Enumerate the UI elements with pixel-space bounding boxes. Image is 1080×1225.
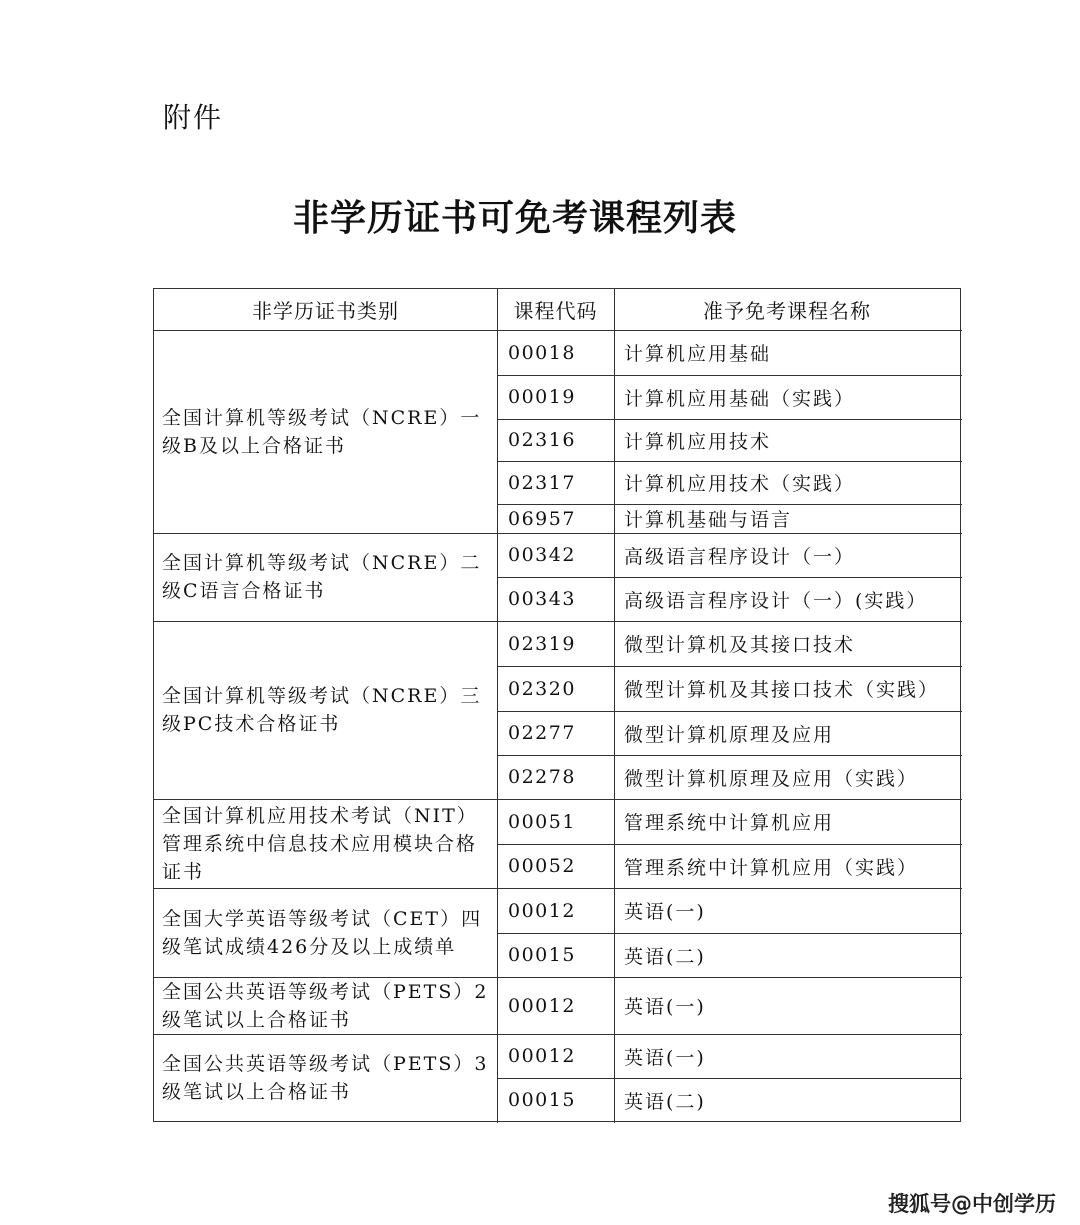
- course-code: 00019: [508, 386, 576, 408]
- course-name: 微型计算机及其接口技术（实践）: [624, 679, 940, 701]
- course-code: 00342: [508, 544, 576, 566]
- course-name: 计算机基础与语言: [624, 509, 793, 531]
- course-code: 00015: [508, 1089, 576, 1111]
- course-code: 00018: [508, 341, 576, 364]
- course-code: 02277: [508, 722, 576, 744]
- course-code: 02317: [508, 471, 576, 494]
- certificate-category: 全国公共英语等级考试（PETS）2级笔试以上合格证书: [162, 980, 489, 1031]
- page-title: 非学历证书可免考课程列表: [292, 197, 737, 239]
- course-name: 英语(一): [624, 1046, 706, 1069]
- certificate-category: 全国计算机等级考试（NCRE）三级PC技术合格证书: [162, 685, 482, 735]
- course-code: 00015: [508, 944, 576, 966]
- course-code: 02319: [508, 632, 576, 655]
- course-code: 06957: [508, 507, 576, 530]
- course-code: 00012: [508, 994, 576, 1017]
- course-name: 计算机应用技术（实践）: [624, 473, 856, 495]
- course-name: 英语(一): [624, 901, 706, 923]
- course-code: 00012: [508, 1045, 576, 1067]
- course-name: 计算机应用基础: [624, 343, 772, 365]
- watermark: 搜狐号@中创学历: [888, 1192, 1056, 1216]
- course-name: 管理系统中计算机应用: [624, 812, 835, 834]
- certificate-category: 全国计算机等级考试（NCRE）二级C语言合格证书: [162, 552, 482, 602]
- course-code: 00012: [508, 899, 576, 922]
- course-code: 00052: [508, 855, 576, 877]
- column-header: 课程代码: [513, 299, 598, 323]
- course-code: 02278: [508, 766, 576, 788]
- course-name: 英语(一): [624, 996, 706, 1018]
- course-code: 00051: [508, 810, 576, 833]
- course-name: 计算机应用技术: [624, 430, 772, 453]
- attachment-label: 附件: [163, 101, 224, 134]
- course-name: 微型计算机原理及应用: [624, 723, 835, 746]
- course-name: 管理系统中计算机应用（实践）: [624, 856, 919, 879]
- course-code: 02320: [508, 677, 576, 700]
- course-name: 高级语言程序设计（一）: [624, 545, 856, 568]
- certificate-category: 全国大学英语等级考试（CET）四级笔试成绩426分及以上成绩单: [162, 907, 483, 958]
- course-name: 高级语言程序设计（一）(实践）: [624, 589, 928, 612]
- course-name: 英语(二): [624, 945, 706, 968]
- course-name: 微型计算机原理及应用（实践）: [624, 767, 919, 790]
- course-name: 微型计算机及其接口技术: [624, 634, 856, 656]
- exemption-table: [153, 288, 961, 1122]
- course-name: 计算机应用基础（实践）: [624, 387, 856, 410]
- certificate-category: 全国公共英语等级考试（PETS）3级笔试以上合格证书: [162, 1053, 489, 1103]
- course-code: 02316: [508, 429, 576, 451]
- course-code: 00343: [508, 588, 576, 610]
- certificate-category: 全国计算机应用技术考试（NIT）管理系统中信息技术应用模块合格证书: [162, 804, 478, 883]
- column-header: 非学历证书类别: [252, 299, 399, 323]
- course-name: 英语(二): [624, 1090, 706, 1113]
- column-header: 准予免考课程名称: [703, 299, 871, 323]
- certificate-category: 全国计算机等级考试（NCRE）一级B及以上合格证书: [162, 406, 482, 457]
